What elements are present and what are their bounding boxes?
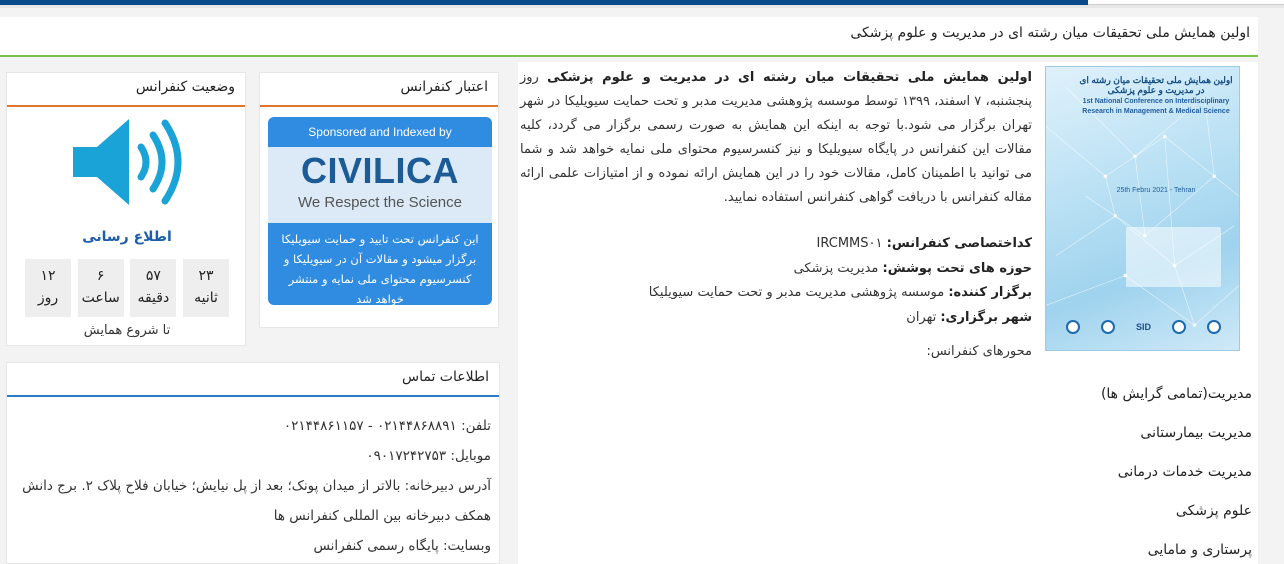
civilica-logo (268, 147, 492, 223)
phone-label: تلفن: (461, 418, 491, 434)
countdown-unit: روز (37, 290, 59, 306)
contact-mobile (17, 441, 491, 471)
announcement-link[interactable]: اطلاع رسانی (82, 229, 172, 245)
page-title: اولین همایش ملی تحقیقات میان رشته ای در مدیریت و علوم پزشکی (850, 25, 1250, 41)
fact-organizer-value: موسسه پژوهشی مدیریت مدبر و تحت حمایت سیویلیکا (648, 285, 949, 300)
status-card-title: وضعیت کنفرانس (7, 73, 245, 107)
axis-item: مدیریت(تمامی گرایش ها) (1100, 386, 1252, 402)
fact-city-label: شهر برگزاری: (940, 309, 1032, 325)
fact-field (520, 257, 1032, 282)
countdown-minutes (130, 259, 176, 317)
axis-item: پرستاری و مامایی (1147, 542, 1252, 558)
civilica-description: این کنفرانس تحت تایید و حمایت سیویلیکا برگزار میشود و مقالات آن در سیویلیکا و کنسرسیوم محتوای ملی نمایه و منتشر خواهد شد (281, 232, 479, 305)
logo-icon (1207, 320, 1221, 334)
axis-item: مدیریت خدمات درمانی (1117, 464, 1252, 480)
civilica-slogan: We Respect the Science (298, 194, 462, 211)
conference-poster-image[interactable] (1045, 66, 1240, 351)
conference-name: اولین همایش ملی تحقیقات میان رشته ای در مدیریت و علوم پزشکی (547, 70, 1032, 85)
countdown-caption: تا شروع همایش (83, 323, 171, 338)
address-value: بالاتر از میدان پونک؛ بعد از پل نیایش؛ خیابان فلاح پلاک ۲. برج دانش همکف دبیرخانه بین المللی کنفرانس ها (22, 478, 491, 524)
poster-topics-box (1126, 227, 1221, 287)
contact-website (17, 531, 491, 561)
poster-title-en: 1st National Conference on Interdisciplinary Research in Management & Medical Science (1082, 98, 1230, 115)
countdown-unit: ساعت (81, 290, 120, 306)
civilica-badge[interactable] (268, 117, 492, 305)
fact-code-value: IRCMMS۰۱ (816, 236, 887, 251)
countdown-value: ۱۲ (40, 268, 56, 284)
phone-value: ۰۲۱۴۴۸۶۸۸۹۱ - ۰۲۱۴۴۸۶۱۱۵۷ (283, 418, 462, 434)
fact-code-label: کداختصاصی کنفرانس: (886, 236, 1032, 251)
fact-organizer (520, 281, 1032, 306)
countdown-hours (78, 259, 124, 317)
credit-card-title: اعتبار کنفرانس (260, 73, 498, 107)
contact-card-title: اطلاعات تماس (7, 363, 499, 397)
logo-icon (1066, 320, 1080, 334)
countdown-value: ۵۷ (145, 268, 161, 284)
website-value[interactable]: پایگاه رسمی کنفرانس (313, 538, 443, 554)
civilica-brand: CIVILICA (300, 150, 459, 191)
fact-organizer-label: برگزار کننده: (948, 285, 1032, 300)
countdown-value: ۶ (96, 268, 105, 284)
axes-heading: محورهای کنفرانس: (926, 344, 1032, 359)
sid-logo: SID (1135, 322, 1151, 332)
conference-credit-card (259, 72, 499, 328)
contact-address (17, 471, 491, 531)
countdown-seconds (183, 259, 229, 317)
countdown-unit: ثانیه (194, 290, 218, 306)
countdown-days (25, 259, 71, 317)
fact-city-value: تهران (906, 309, 941, 325)
countdown-value: ۲۳ (198, 268, 214, 284)
fact-city (520, 306, 1032, 331)
conference-facts (520, 232, 1032, 330)
page-title-bar (0, 17, 1258, 57)
poster-date: 25th Febru 2021 - Tehran (1116, 187, 1196, 194)
poster-title (1076, 75, 1236, 117)
logo-icon (1101, 320, 1115, 334)
top-navigation-bar (0, 0, 1284, 8)
logo-icon (1172, 320, 1186, 334)
fact-field-label: حوزه های تحت پوشش: (882, 260, 1032, 276)
top-navigation-box[interactable] (1088, 0, 1284, 5)
top-navigation-strip (0, 0, 1088, 5)
axis-item: علوم پزشکی (1175, 503, 1252, 519)
website-label: وبسایت: (443, 538, 491, 554)
poster-logos-row (1056, 312, 1231, 342)
fact-code (520, 232, 1032, 257)
contact-details (7, 397, 499, 561)
contact-phone (17, 411, 491, 441)
fact-field-value: مدیریت پزشکی (793, 260, 883, 276)
conference-description: روز پنجشنبه، ۷ اسفند، ۱۳۹۹ توسط موسسه پژوهشی مدیریت مدبر و تحت حمایت سیویلیکا در شهر تهران برگزار می شود.با توجه به اینکه این همایش به صورت رسمی برگزار می گردد، کلیه مقالات این کنفرانس در پایگاه سیویلیکا و نیز کنسرسیوم محتوای ملی نمایه خواهد شد و شما می توانید با اطمینان کامل، مقالات خود را در این همایش ارائه نموده و از امتیازات علمی ارائه مقاله کنفرانس با دریافت گواهی کنفرانس استفاده نمایید. (520, 70, 1032, 205)
mobile-label: موبایل: (450, 448, 491, 464)
contact-info-card (6, 362, 500, 564)
speaker-icon[interactable] (71, 117, 183, 207)
conference-axes-list (1040, 380, 1252, 564)
conference-intro (520, 66, 1032, 210)
conference-status-card (6, 72, 246, 346)
countdown-unit: دقیقه (137, 290, 170, 306)
civilica-sponsored-label: Sponsored and Indexed by (308, 125, 452, 139)
poster-title-fa: اولین همایش ملی تحقیقات میان رشته ای در مدیریت و علوم پزشکی (1079, 75, 1233, 95)
mobile-value: ۰۹۰۱۷۲۴۲۷۵۳ (366, 448, 451, 464)
countdown-timer (25, 259, 229, 317)
address-label: آدرس دبیرخانه: (404, 478, 491, 494)
axis-item: مدیریت بیمارستانی (1140, 425, 1252, 441)
